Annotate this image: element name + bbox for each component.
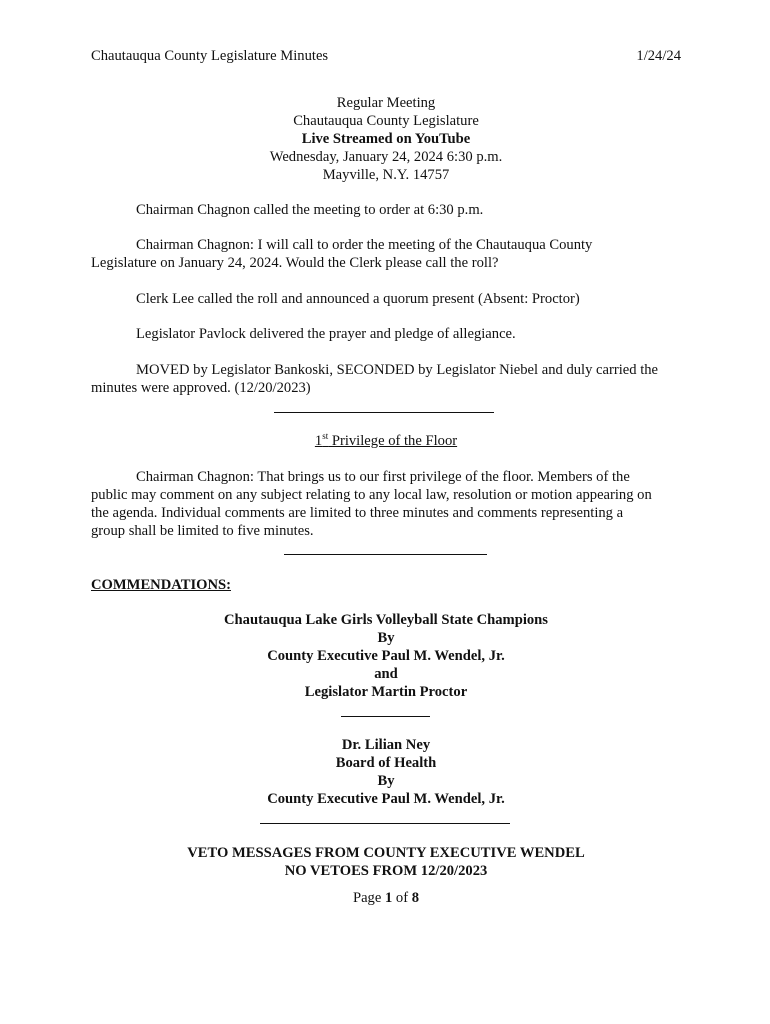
privilege-heading (91, 432, 681, 450)
paragraph-privilege (91, 468, 683, 540)
section-divider (284, 554, 487, 555)
commendation-line: Board of Health (335, 755, 437, 771)
privilege-title (315, 433, 457, 449)
short-divider (341, 716, 430, 717)
paragraph-line: Legislature on January 24, 2024. Would the Clerk please call the roll? (91, 255, 499, 271)
meeting-type: Regular Meeting (336, 95, 436, 111)
meeting-body: Chautauqua County Legislature (293, 113, 479, 129)
paragraph-roll-call-request (91, 236, 683, 272)
paragraph-line: group shall be limited to five minutes. (91, 523, 314, 539)
privilege-title-text: Privilege of the Floor (328, 433, 458, 449)
commendation-ney (91, 736, 681, 808)
commendation-line: and (374, 666, 398, 682)
commendation-line: County Executive Paul M. Wendel, Jr. (267, 648, 505, 664)
commendation-line: By (377, 773, 395, 789)
header-title: Chautauqua County Legislature Minutes (91, 48, 329, 64)
section-divider (274, 412, 494, 413)
commendation-line: Dr. Lilian Ney (341, 737, 431, 753)
veto-line: VETO MESSAGES FROM COUNTY EXECUTIVE WENDEL (187, 845, 585, 861)
privilege-suffix: st (322, 431, 329, 442)
privilege-number: 1 (314, 433, 323, 449)
paragraph-text: Clerk Lee called the roll and announced a quorum present (Absent: Proctor) (136, 291, 580, 307)
paragraph-text: Legislator Pavlock delivered the prayer and pledge of allegiance. (136, 326, 516, 342)
paragraph-line: Chairman Chagnon: I will call to order the meeting of the Chautauqua County (136, 237, 593, 253)
paragraph-call-to-order (91, 201, 683, 219)
paragraph-line: Chairman Chagnon: That brings us to our first privilege of the floor. Members of the (136, 469, 630, 485)
paragraph-line: MOVED by Legislator Bankoski, SECONDED by Legislator Niebel and duly carried the (136, 362, 659, 378)
section-divider (260, 823, 510, 824)
veto-line: NO VETOES FROM 12/20/2023 (284, 863, 488, 879)
paragraph-line: minutes were approved. (12/20/2023) (91, 380, 311, 396)
paragraph-prayer (91, 325, 683, 343)
page-number: 1 (384, 890, 393, 906)
page-of-label: of (392, 890, 412, 906)
paragraph-line: the agenda. Individual comments are limited to three minutes and comments representing a (91, 505, 624, 521)
veto-messages (91, 844, 681, 880)
paragraph-line: public may comment on any subject relating to any local law, resolution or motion appearing on (91, 487, 652, 503)
meeting-stream: Live Streamed on YouTube (301, 131, 471, 147)
commendation-line: Legislator Martin Proctor (304, 684, 468, 700)
page-label: Page (352, 890, 385, 906)
meeting-info (91, 94, 681, 184)
commendation-volleyball (91, 611, 681, 701)
meeting-location: Mayville, N.Y. 14757 (322, 167, 450, 183)
commendation-line: County Executive Paul M. Wendel, Jr. (267, 791, 505, 807)
header-date: 1/24/24 (636, 48, 681, 64)
commendation-line: By (377, 630, 395, 646)
page-total: 8 (411, 890, 420, 906)
commendation-line: Chautauqua Lake Girls Volleyball State Champions (224, 612, 548, 628)
commendations-heading: COMMENDATIONS: (91, 577, 231, 593)
meeting-datetime: Wednesday, January 24, 2024 6:30 p.m. (269, 149, 503, 165)
paragraph-minutes-approved (91, 361, 683, 397)
page-footer (91, 889, 681, 907)
paragraph-text: Chairman Chagnon called the meeting to order at 6:30 p.m. (136, 202, 484, 218)
page-header (91, 47, 681, 65)
paragraph-quorum (91, 290, 683, 308)
